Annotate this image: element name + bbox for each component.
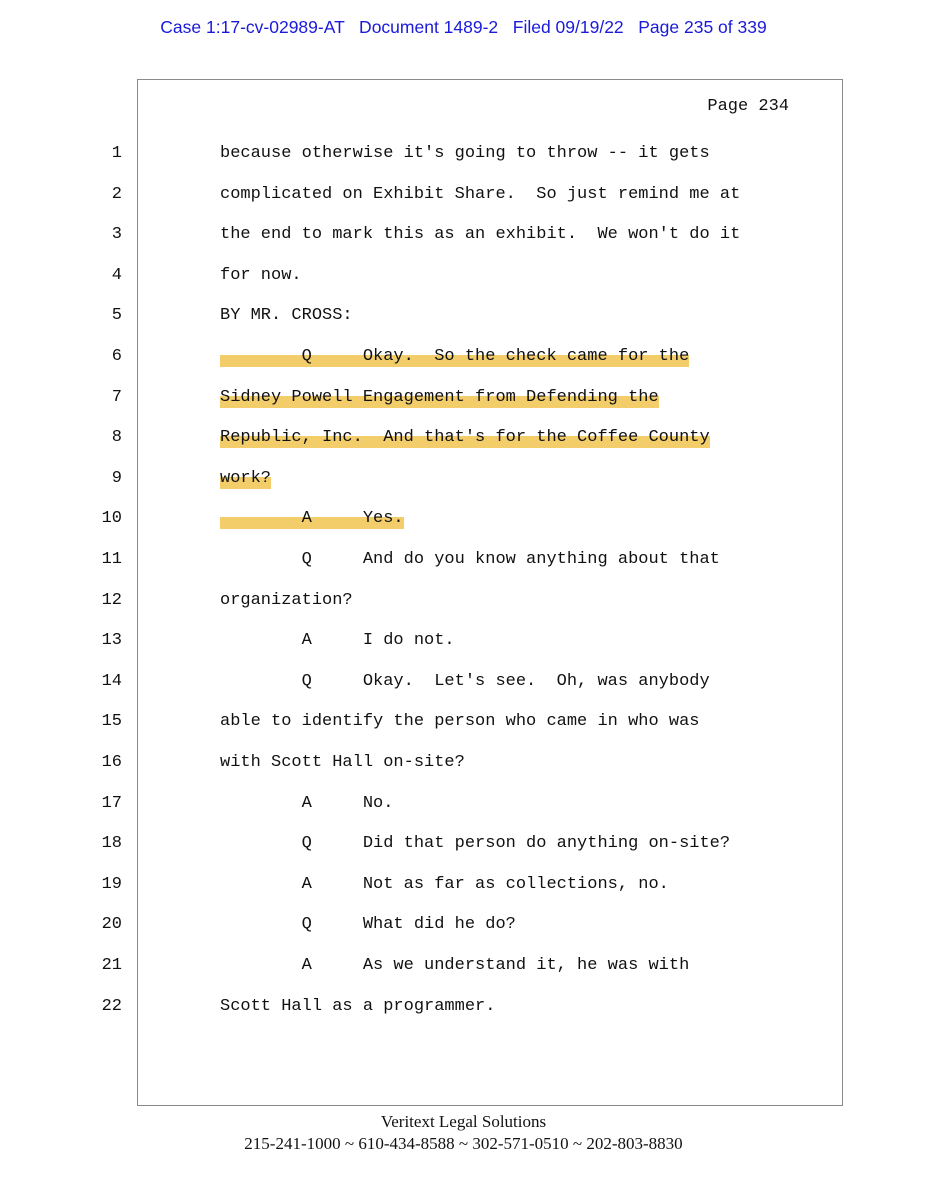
line-text: BY MR. CROSS:	[220, 306, 353, 326]
line-number: 15	[101, 712, 122, 732]
transcript-line	[0, 589, 927, 613]
transcript-line	[0, 264, 927, 288]
transcript-line	[0, 995, 927, 1019]
line-number: 7	[111, 387, 122, 407]
line-text: A As we understand it, he was with	[220, 956, 690, 975]
case-header: Case 1:17-cv-02989-AT Document 1489-2 Filed 09/19/22 Page 235 of 339	[160, 17, 767, 37]
line-text: the end to mark this as an exhibit. We won't do it	[220, 225, 741, 245]
transcript-line	[0, 913, 927, 937]
line-number: 8	[111, 428, 122, 448]
line-text: for now.	[220, 265, 302, 285]
line-text: Q And do you know anything about that	[220, 550, 720, 569]
transcript-line	[0, 670, 927, 694]
transcript-line	[0, 873, 927, 897]
transcript-line	[0, 386, 927, 410]
transcript-line	[0, 954, 927, 978]
line-text: Q What did he do?	[220, 915, 516, 935]
transcript-line	[0, 345, 927, 369]
line-number: 22	[101, 996, 122, 1016]
line-number: 1	[111, 144, 122, 163]
line-text: A Not as far as collections, no.	[220, 874, 669, 894]
transcript-line	[0, 548, 927, 572]
highlighted-line-text: Q Okay. So the check came for the	[220, 345, 689, 369]
transcript-line	[0, 183, 927, 207]
transcript-line	[0, 751, 927, 775]
line-text: A I do not.	[220, 631, 455, 651]
line-number: 19	[101, 874, 122, 894]
line-number: 3	[111, 225, 122, 245]
line-number: 2	[111, 184, 122, 204]
transcript-line	[0, 223, 927, 247]
highlighted-line-text: Sidney Powell Engagement from Defending the	[220, 386, 659, 410]
line-number: 16	[101, 753, 122, 772]
line-number: 6	[111, 347, 122, 366]
transcript-line	[0, 507, 927, 531]
line-number: 9	[111, 468, 122, 488]
line-text: with Scott Hall on-site?	[220, 753, 465, 772]
highlighted-line-text: Republic, Inc. And that's for the Coffee County	[220, 426, 710, 450]
transcript-line	[0, 142, 927, 166]
line-number: 17	[101, 793, 122, 813]
transcript-line	[0, 832, 927, 856]
line-text: Q Okay. Let's see. Oh, was anybody	[220, 671, 710, 691]
line-text: organization?	[220, 590, 353, 610]
transcript-line	[0, 304, 927, 328]
line-number: 14	[101, 671, 122, 691]
line-text: A No.	[220, 793, 394, 813]
line-number: 10	[101, 509, 122, 529]
transcript-line	[0, 629, 927, 653]
line-text: Scott Hall as a programmer.	[220, 996, 496, 1016]
highlighted-line-text: work?	[220, 467, 271, 491]
line-number: 12	[101, 590, 122, 610]
transcript-line	[0, 426, 927, 450]
line-number: 11	[101, 550, 122, 569]
line-text: complicated on Exhibit Share. So just remind me at	[220, 184, 741, 204]
line-text: Q Did that person do anything on-site?	[220, 834, 731, 854]
line-number: 21	[101, 956, 122, 975]
line-number: 20	[101, 915, 122, 935]
transcript-line	[0, 467, 927, 491]
line-text: able to identify the person who came in who was	[220, 712, 700, 732]
line-number: 13	[101, 631, 122, 651]
line-number: 5	[111, 306, 122, 326]
transcript-line	[0, 792, 927, 816]
line-number: 4	[111, 265, 122, 285]
highlighted-line-text: A Yes.	[220, 507, 404, 531]
transcript-line	[0, 710, 927, 734]
line-number: 18	[101, 834, 122, 854]
footer-company: Veritext Legal Solutions	[380, 1112, 547, 1131]
footer-phones: 215-241-1000 ~ 610-434-8588 ~ 302-571-0510 ~ 202-803-8830	[244, 1134, 683, 1153]
page-label: Page 234	[707, 97, 789, 116]
line-text: because otherwise it's going to throw -- it gets	[220, 144, 710, 163]
